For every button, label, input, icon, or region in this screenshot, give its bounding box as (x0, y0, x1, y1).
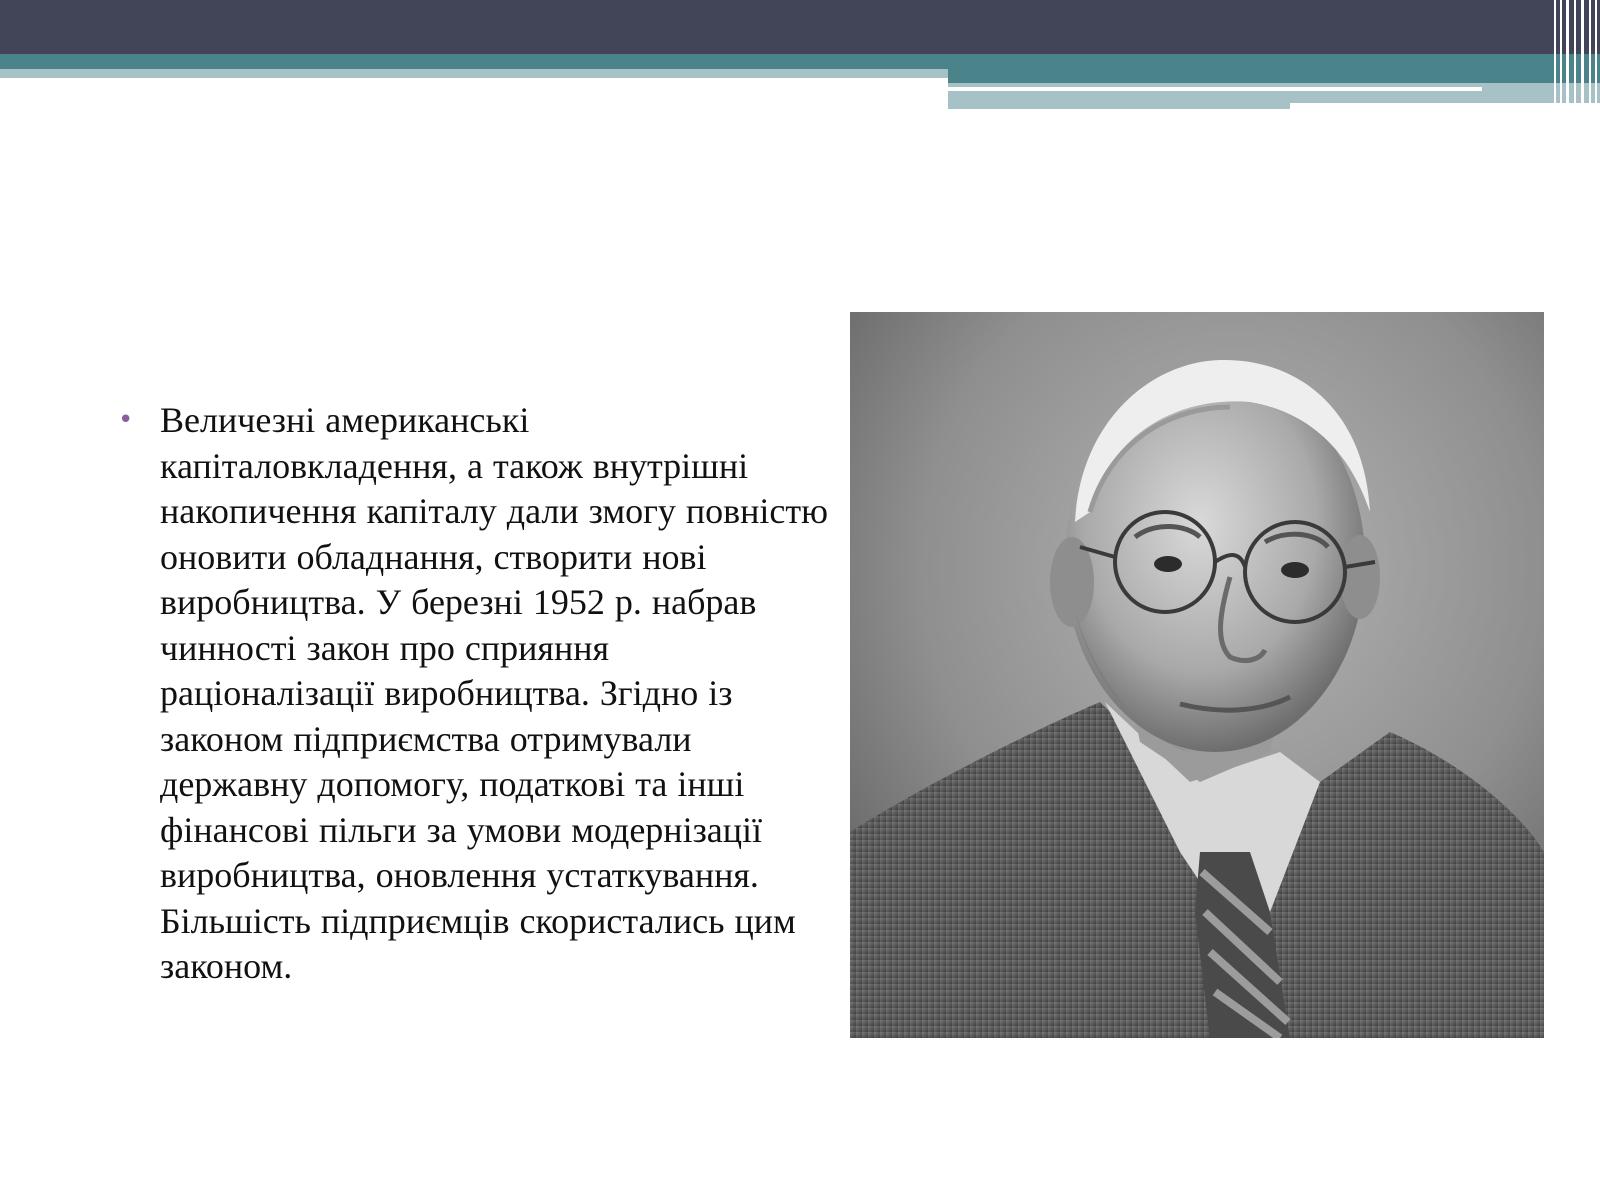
body-text-placeholder (118, 398, 830, 990)
portrait-photo-icon (850, 312, 1544, 1038)
header-vertical-stripes (1548, 0, 1600, 108)
header-band-dark (0, 0, 1600, 54)
header-band-light-left (0, 69, 948, 78)
header-white-line (948, 87, 1482, 91)
bullet-icon: • (118, 405, 134, 435)
header-band-teal-right (948, 69, 1600, 83)
header-white-notch (1290, 103, 1530, 109)
header-band-teal (0, 54, 1600, 69)
header-band-light-right (948, 83, 1600, 103)
header-light-tab (948, 103, 1290, 109)
bullet-text: Величезні американські капіталовкладення, а також внутрішні накопичення капіталу дали змогу повністю оновити обладнання, створити нові виробництва. У березні 1952 р. набрав чинності закон про сприяння раціоналізації виробництва. Згідно із законом підприємства отримували державну допомогу, податкові та інші фінансові пільги за умови модернізації виробництва, оновлення устаткування. Більшість підприємців скористались цим законом. (160, 400, 828, 986)
bullet-item (118, 398, 830, 990)
